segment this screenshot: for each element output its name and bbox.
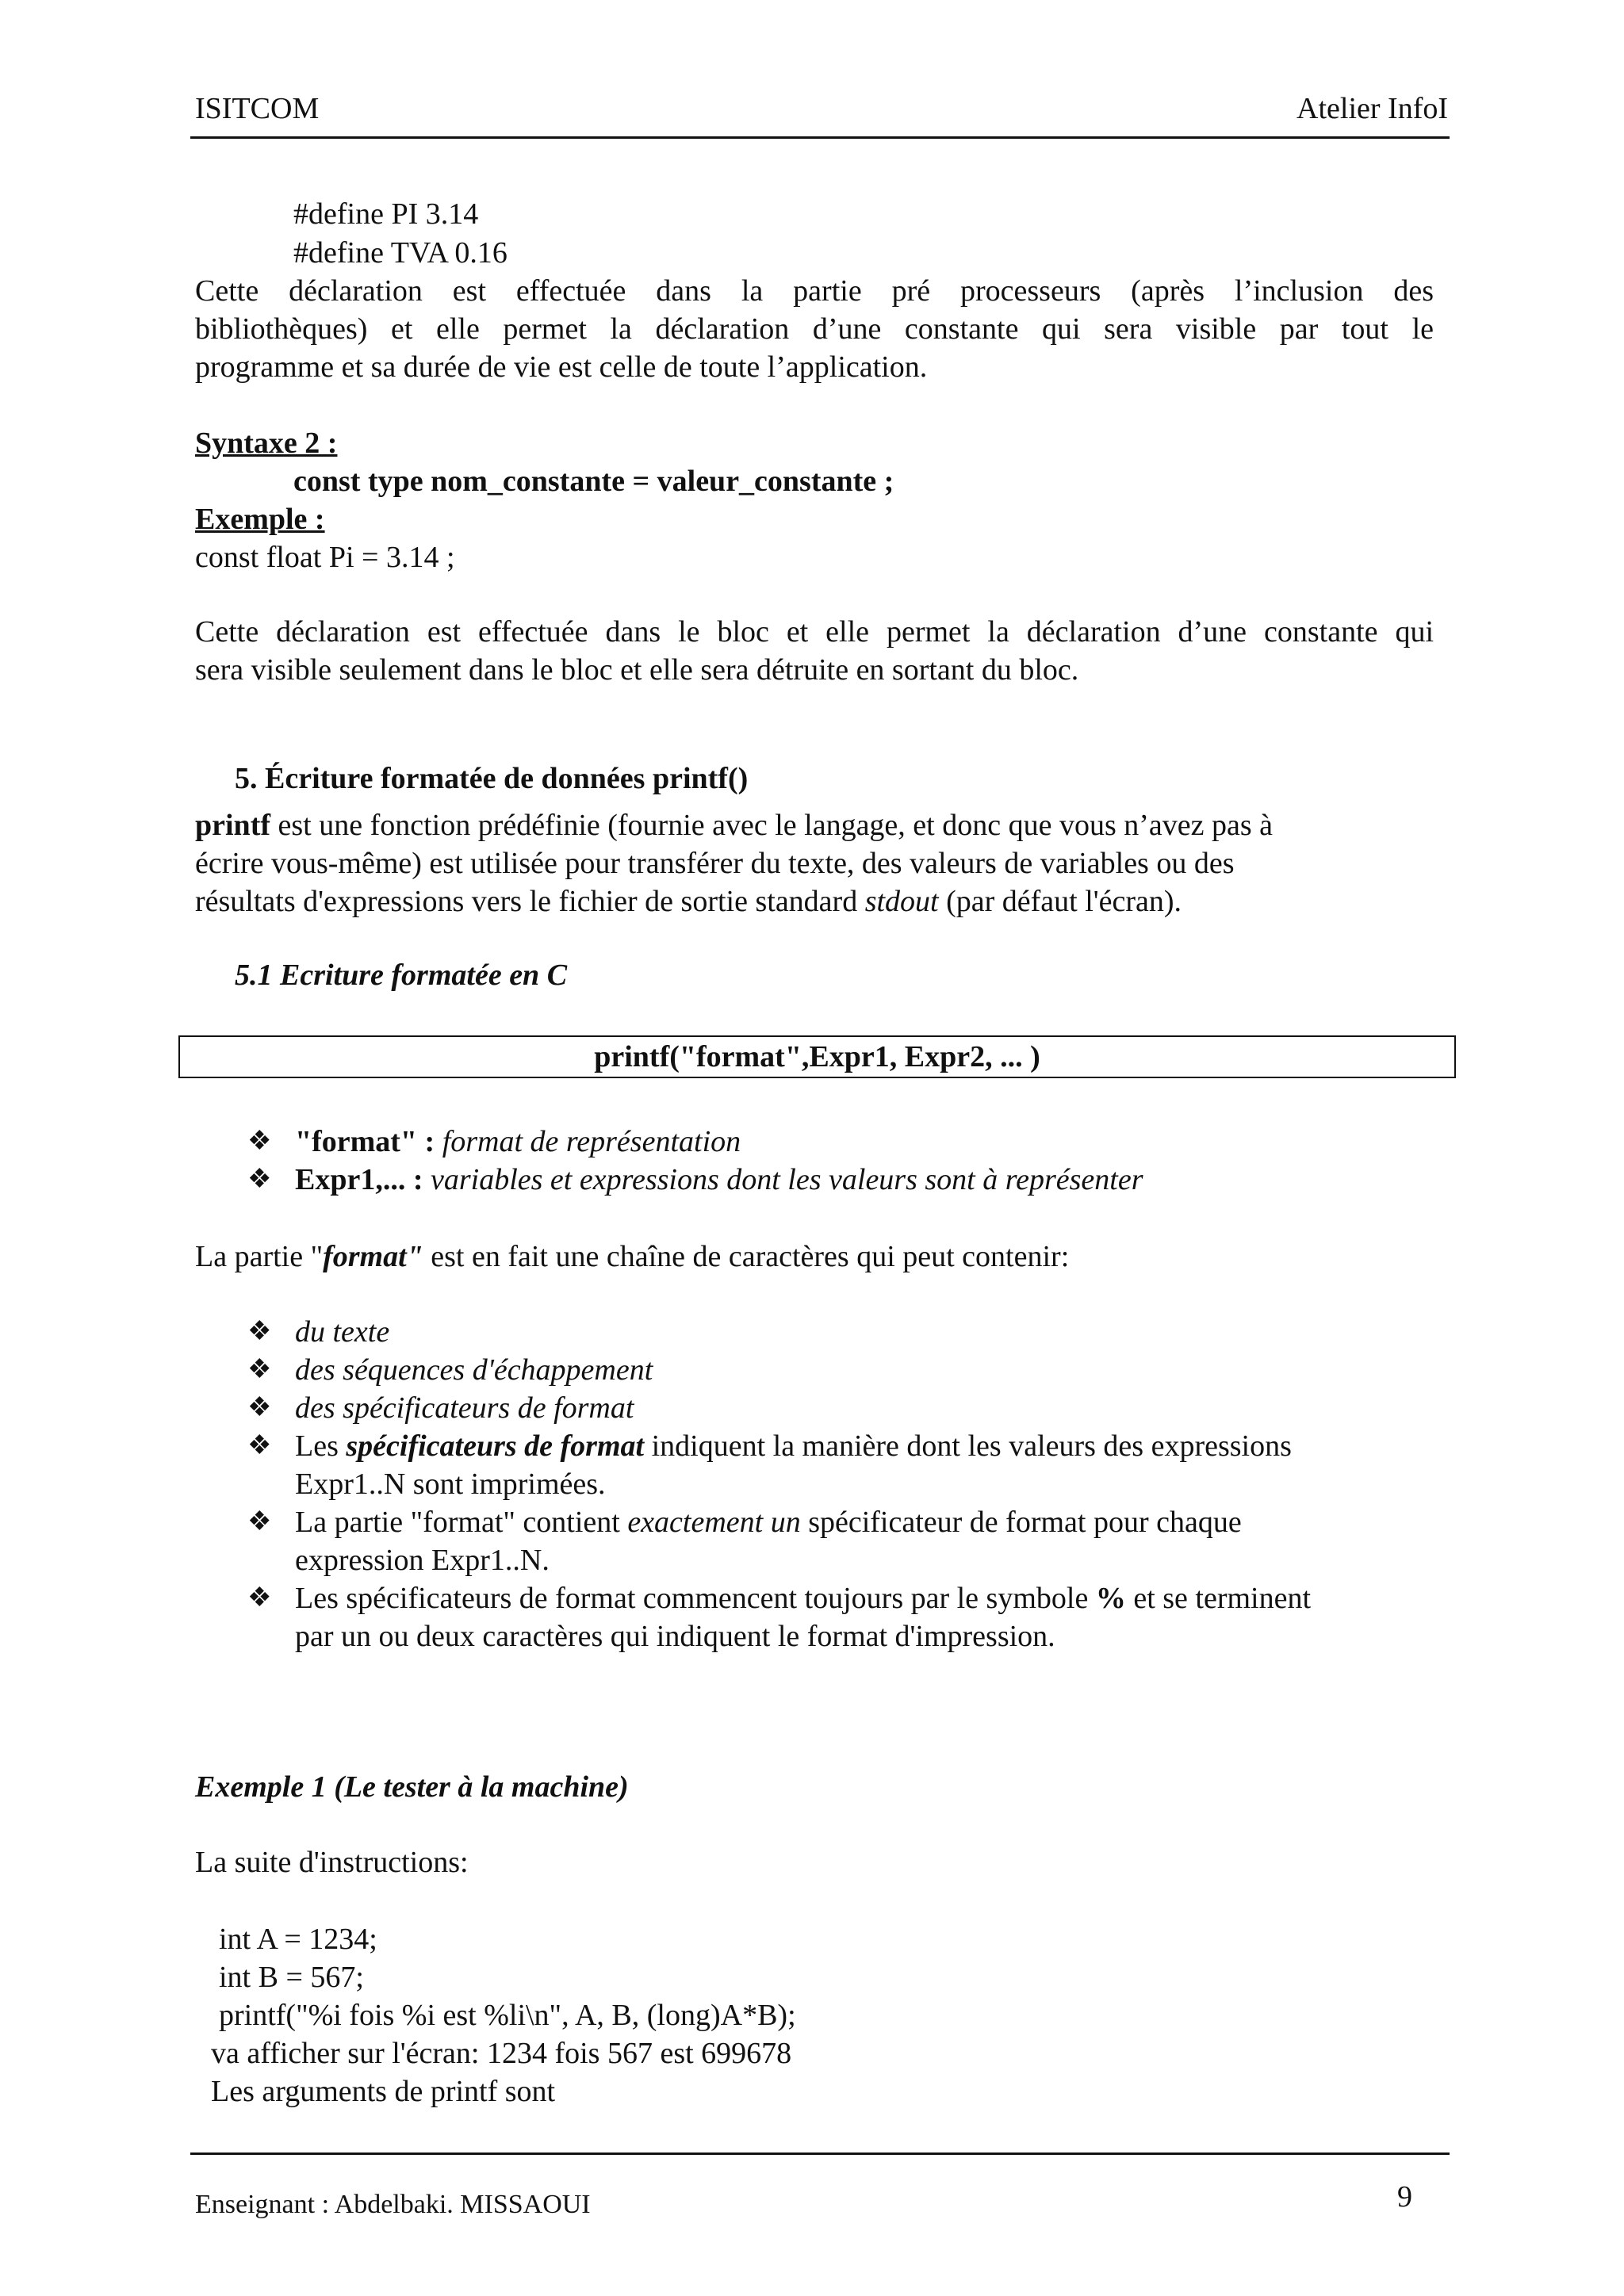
para2-line2: sera visible seulement dans le bloc et elle sera détruite en sortant du bloc. xyxy=(195,653,1079,687)
bullet-specifiers-line2: Expr1..N sont imprimées. xyxy=(295,1468,606,1501)
stdout-word: stdout xyxy=(864,885,939,918)
footer-teacher: Enseignant : Abdelbaki. MISSAOUI xyxy=(195,2190,591,2219)
bullet-format-term: "format" : xyxy=(295,1125,435,1158)
bullet-icon: ❖ xyxy=(247,1507,272,1536)
para1-line1: Cette déclaration est effectuée dans la partie pré processeurs (après l’inclusion des xyxy=(195,274,1434,308)
code-line-3: printf("%i fois %i est %li\n", A, B, (long)A*B); xyxy=(219,1999,796,2032)
section5-title: 5. Écriture formatée de données printf() xyxy=(235,762,749,795)
bullet-format xyxy=(295,1123,741,1161)
bullet-icon: ❖ xyxy=(247,1355,272,1384)
bullet-icon: ❖ xyxy=(247,1165,272,1194)
section5-line3-start: résultats d'expressions vers le fichier de sortie standard xyxy=(195,885,865,918)
bullet-exactly-one-end: spécificateur de format pour chaque xyxy=(800,1506,1242,1539)
bullet-percent-start: Les spécificateurs de format commencent toujours par le symbole xyxy=(295,1582,1096,1615)
format-sentence xyxy=(195,1238,1069,1276)
bullet-icon: ❖ xyxy=(247,1393,272,1422)
code-line-2: int B = 567; xyxy=(219,1961,364,1994)
bullet-percent-line2: par un ou deux caractères qui indiquent le format d'impression. xyxy=(295,1620,1055,1653)
para2-line1: Cette déclaration est effectuée dans le bloc et elle permet la déclaration d’une constante qui xyxy=(195,615,1434,649)
define-tva: #define TVA 0.16 xyxy=(293,236,508,270)
bullet-percent-line1 xyxy=(295,1579,1311,1617)
bullet-exactly-one-line1 xyxy=(295,1503,1242,1541)
bullet-specifiers-line1 xyxy=(295,1427,1292,1465)
bullet-escape-sequences: des séquences d'échappement xyxy=(295,1353,653,1387)
example-code: const float Pi = 3.14 ; xyxy=(195,541,455,574)
section5-line3-end: (par défaut l'écran). xyxy=(938,885,1182,918)
bullet-icon: ❖ xyxy=(247,1127,272,1156)
format-sentence-end: est en fait une chaîne de caractères qui peut contenir: xyxy=(423,1240,1070,1273)
bullet-expr-desc: variables et expressions dont les valeurs sont à représenter xyxy=(423,1163,1143,1196)
section5-line1-rest: est une fonction prédéfinie (fournie avec le langage, et donc que vous n’avez pas à xyxy=(270,809,1274,842)
bullet-exactly-one-start: La partie "format" contient xyxy=(295,1506,628,1539)
bullet-text: du texte xyxy=(295,1315,390,1349)
bullet-expr-term: Expr1,... : xyxy=(295,1163,423,1196)
example-label: Exemple : xyxy=(195,503,325,536)
bullet-icon: ❖ xyxy=(247,1317,272,1346)
output-line: va afficher sur l'écran: 1234 fois 567 est 699678 xyxy=(211,2037,792,2070)
section5-line1 xyxy=(195,806,1273,844)
example1-intro: La suite d'instructions: xyxy=(195,1846,469,1879)
format-sentence-keyword: format" xyxy=(323,1240,423,1273)
section5-line3 xyxy=(195,882,1182,920)
printf-keyword: printf xyxy=(195,809,270,842)
bullet-format-specifiers: des spécificateurs de format xyxy=(295,1391,634,1425)
code-line-1: int A = 1234; xyxy=(219,1923,377,1956)
footer-rule xyxy=(190,2152,1450,2155)
bullet-format-desc: format de représentation xyxy=(435,1125,741,1158)
para1-line2: bibliothèques) et elle permet la déclaration d’une constante qui sera visible par tout le xyxy=(195,312,1434,346)
printf-syntax-box: printf("format",Expr1, Expr2, ... ) xyxy=(178,1035,1456,1078)
section5-line2: écrire vous-même) est utilisée pour transférer du texte, des valeurs de variables ou des xyxy=(195,847,1235,880)
header-rule xyxy=(190,136,1450,139)
syntax2-code: const type nom_constante = valeur_constante ; xyxy=(293,465,894,498)
format-sentence-start: La partie " xyxy=(195,1240,324,1273)
bullet-expr xyxy=(295,1161,1143,1199)
bullet-exactly-one-term: exactement un xyxy=(627,1506,801,1539)
bullet-icon: ❖ xyxy=(247,1583,272,1613)
subsection-5-1-title: 5.1 Ecriture formatée en C xyxy=(235,959,568,992)
header-course: Atelier InfoI xyxy=(1297,92,1448,125)
bullet-specifiers-term: spécificateurs de format xyxy=(346,1429,645,1463)
bullet-specifiers-end: indiquent la manière dont les valeurs des expressions xyxy=(644,1429,1292,1463)
bullet-specifiers-start: Les xyxy=(295,1429,347,1463)
percent-symbol: % xyxy=(1095,1582,1126,1615)
example1-title: Exemple 1 (Le tester à la machine) xyxy=(195,1770,629,1804)
bullet-icon: ❖ xyxy=(247,1431,272,1460)
bullet-exactly-one-line2: expression Expr1..N. xyxy=(295,1544,550,1577)
args-line: Les arguments de printf sont xyxy=(211,2075,556,2108)
define-pi: #define PI 3.14 xyxy=(293,197,479,231)
bullet-percent-end: et se terminent xyxy=(1125,1582,1312,1615)
syntax2-label: Syntaxe 2 : xyxy=(195,427,338,460)
para1-line3: programme et sa durée de vie est celle de toute l’application. xyxy=(195,350,928,384)
page-number: 9 xyxy=(1397,2180,1412,2214)
header-school: ISITCOM xyxy=(195,92,320,125)
